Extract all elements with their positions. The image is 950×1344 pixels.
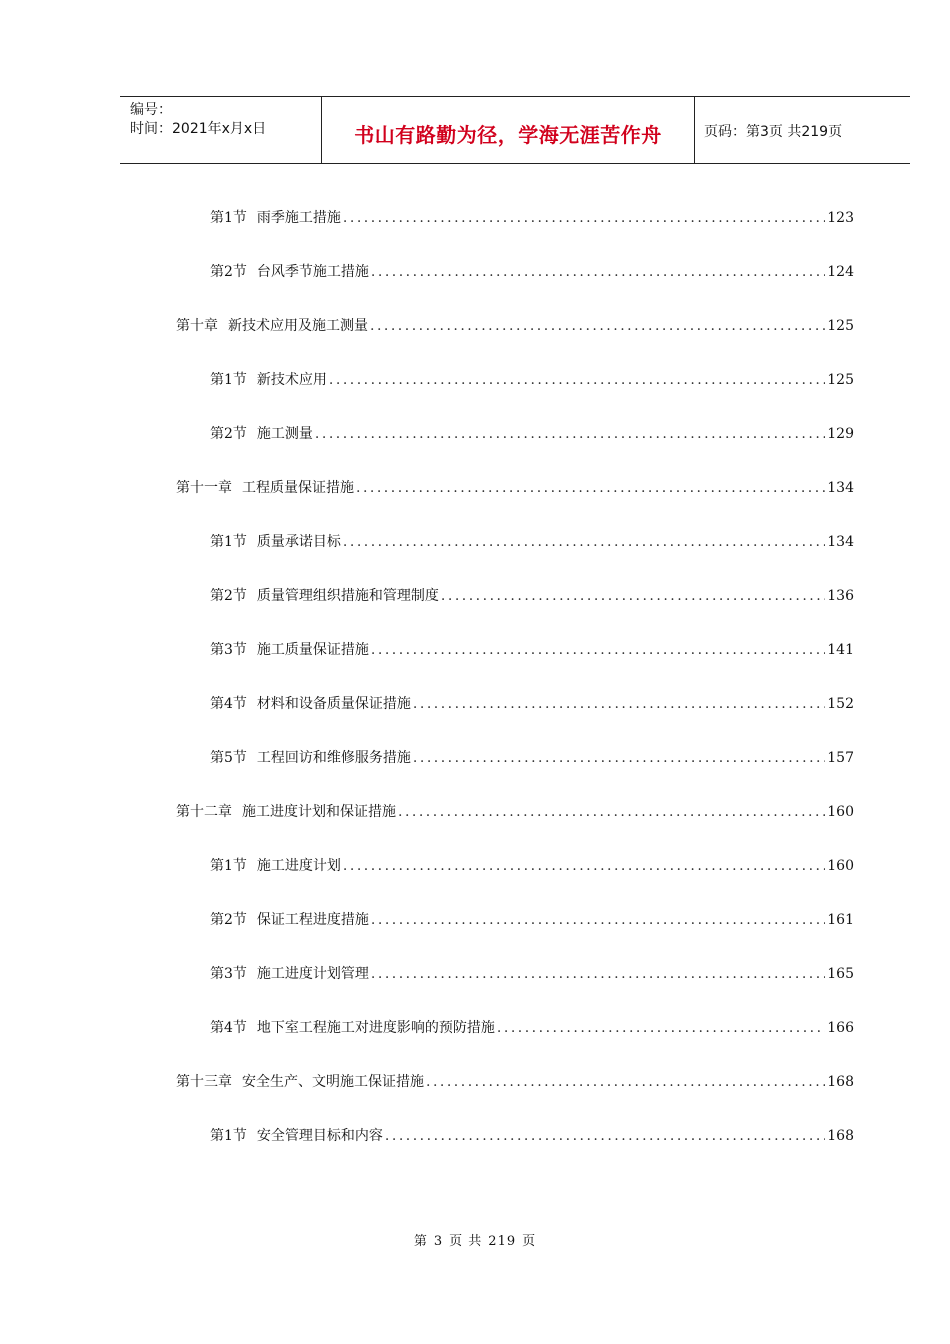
toc-entry-label: 第1节 (210, 534, 247, 550)
toc-entry-page: 168 (827, 1128, 854, 1144)
footer-mid: 页 共 (449, 1234, 483, 1249)
toc-dot-leader (426, 1070, 825, 1094)
toc-entry-label: 第十三章 (176, 1074, 232, 1090)
toc-dot-leader (343, 530, 825, 554)
toc-dot-leader (441, 584, 825, 608)
toc-entry-section[interactable] (210, 422, 854, 446)
toc-entry-section[interactable] (210, 1124, 854, 1148)
toc-entry-label: 第2节 (210, 264, 247, 280)
toc-entry-label: 第1节 (210, 210, 247, 226)
toc-entry-page: 129 (827, 426, 854, 442)
toc-entry-title: 安全管理目标和内容 (256, 1128, 383, 1144)
toc-entry-title: 施工质量保证措施 (256, 642, 369, 658)
header-page-info: 页码：第3页 共219页 (704, 124, 843, 140)
toc-entry-chapter[interactable] (176, 1070, 854, 1094)
toc-dot-leader (371, 638, 825, 662)
toc-dot-leader (497, 1016, 825, 1040)
toc-entry-title: 材料和设备质量保证措施 (256, 696, 411, 712)
toc-entry-label: 第4节 (210, 1020, 247, 1036)
toc-entry-title: 质量承诺目标 (256, 534, 341, 550)
toc-dot-leader (385, 1124, 825, 1148)
toc-entry-page: 134 (827, 480, 854, 496)
toc-entry-label: 第十二章 (176, 804, 232, 820)
toc-entry-page: 125 (827, 372, 854, 388)
footer-current-page: 3 (433, 1234, 444, 1249)
toc-dot-leader (371, 260, 825, 284)
footer-prefix: 第 (413, 1234, 428, 1249)
toc-entry-label: 第1节 (210, 372, 247, 388)
toc-entry-section[interactable] (210, 854, 854, 878)
toc-entry-page: 152 (827, 696, 854, 712)
toc-entry-page: 124 (827, 264, 854, 280)
toc-dot-leader (343, 206, 825, 230)
toc-entry-section[interactable] (210, 584, 854, 608)
page-footer (0, 1230, 950, 1249)
toc-entry-section[interactable] (210, 368, 854, 392)
toc-entry-chapter[interactable] (176, 476, 854, 500)
toc-entry-title: 施工测量 (256, 426, 313, 442)
toc-entry-page: 157 (827, 750, 854, 766)
toc-entry-label: 第5节 (210, 750, 247, 766)
header-time-label: 时间：2021年x月x日 (130, 121, 267, 137)
toc-dot-leader (329, 368, 825, 392)
toc-entry-title: 施工进度计划和保证措施 (242, 804, 396, 820)
page-header (120, 96, 910, 164)
toc-entry-title: 工程质量保证措施 (242, 480, 354, 496)
toc-entry-section[interactable] (210, 530, 854, 554)
toc-dot-leader (371, 908, 825, 932)
toc-entry-chapter[interactable] (176, 800, 854, 824)
toc-dot-leader (370, 314, 825, 338)
toc-entry-title: 雨季施工措施 (256, 210, 341, 226)
toc-entry-label: 第1节 (210, 858, 247, 874)
toc-entry-label: 第十一章 (176, 480, 232, 496)
toc-entry-page: 136 (827, 588, 854, 604)
toc-entry-section[interactable] (210, 206, 854, 230)
toc-entry-page: 141 (827, 642, 854, 658)
toc-entry-title: 新技术应用及施工测量 (228, 318, 368, 334)
toc-entry-title: 施工进度计划管理 (256, 966, 369, 982)
toc-entry-label: 第2节 (210, 426, 247, 442)
header-meta (130, 101, 266, 139)
toc-entry-title: 工程回访和维修服务措施 (256, 750, 411, 766)
header-divider-right (694, 97, 695, 164)
toc-entry-title: 安全生产、文明施工保证措施 (242, 1074, 424, 1090)
toc-entry-page: 166 (827, 1020, 854, 1036)
footer-suffix: 页 (522, 1234, 537, 1249)
toc-entry-page: 125 (827, 318, 854, 334)
toc-entry-section[interactable] (210, 908, 854, 932)
toc-entry-chapter[interactable] (176, 314, 854, 338)
toc-entry-page: 134 (827, 534, 854, 550)
toc-entry-section[interactable] (210, 260, 854, 284)
toc-entry-page: 168 (827, 1074, 854, 1090)
toc-dot-leader (343, 854, 825, 878)
toc-dot-leader (356, 476, 825, 500)
toc-entry-page: 161 (827, 912, 854, 928)
toc-entry-section[interactable] (210, 638, 854, 662)
toc-entry-label: 第2节 (210, 588, 247, 604)
toc-entry-section[interactable] (210, 692, 854, 716)
header-number-label: 编号： (130, 102, 172, 118)
toc-entry-page: 123 (827, 210, 854, 226)
toc-dot-leader (413, 746, 825, 770)
toc-entry-title: 台风季节施工措施 (256, 264, 369, 280)
toc-dot-leader (315, 422, 825, 446)
toc-dot-leader (398, 800, 825, 824)
toc-entry-label: 第3节 (210, 642, 247, 658)
toc-entry-title: 施工进度计划 (256, 858, 341, 874)
toc-entry-page: 160 (827, 858, 854, 874)
toc-entry-section[interactable] (210, 746, 854, 770)
toc-entry-label: 第3节 (210, 966, 247, 982)
toc-entry-title: 保证工程进度措施 (256, 912, 369, 928)
toc-dot-leader (371, 962, 825, 986)
header-motto: 书山有路勤为径，学海无涯苦作舟 (354, 123, 662, 147)
toc-entry-page: 160 (827, 804, 854, 820)
toc-entry-label: 第4节 (210, 696, 247, 712)
toc-entry-title: 新技术应用 (256, 372, 327, 388)
toc-entry-label: 第1节 (210, 1128, 247, 1144)
toc-entry-title: 地下室工程施工对进度影响的预防措施 (256, 1020, 495, 1036)
toc-entry-page: 165 (827, 966, 854, 982)
toc-entry-section[interactable] (210, 962, 854, 986)
toc-entry-title: 质量管理组织措施和管理制度 (256, 588, 439, 604)
toc-entry-label: 第十章 (176, 318, 218, 334)
footer-total-pages: 219 (488, 1234, 517, 1249)
toc-entry-section[interactable] (210, 1016, 854, 1040)
toc-dot-leader (413, 692, 825, 716)
toc-entry-label: 第2节 (210, 912, 247, 928)
